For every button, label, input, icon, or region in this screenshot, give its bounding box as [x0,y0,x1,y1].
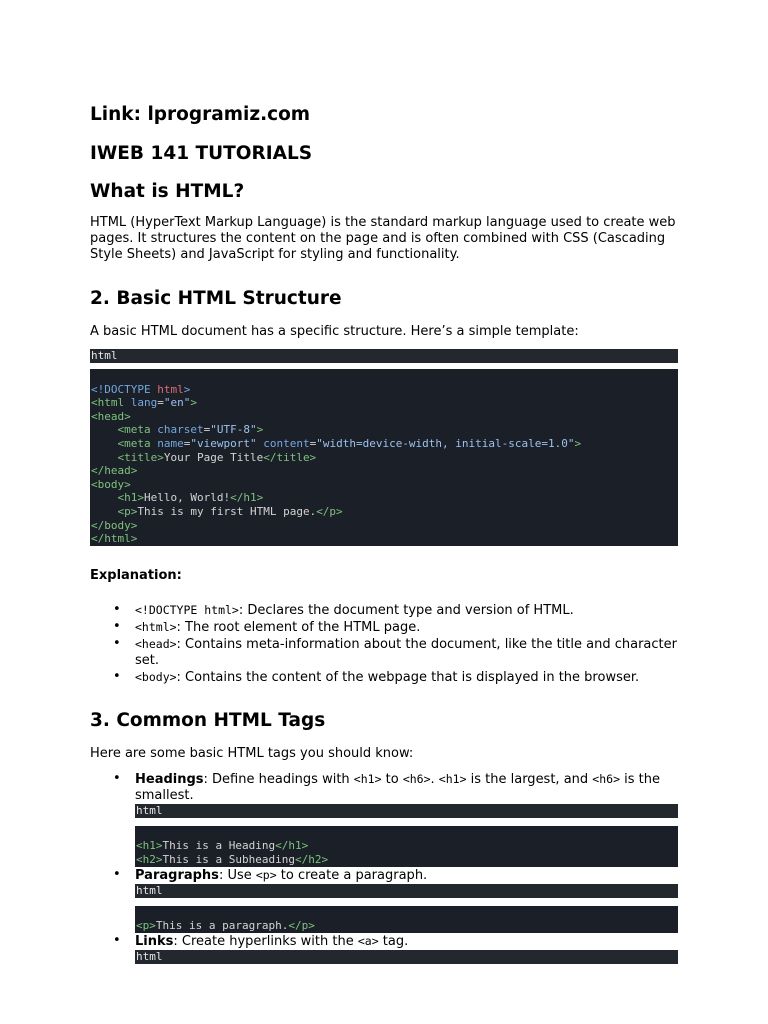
section-paragraph: HTML (HyperText Markup Language) is the standard markup language used to create web pages. It structures the content on the page and is often combined with CSS (Cascading Style Sheets) and JavaScript for styling and functionality. [90,215,676,262]
tags-list-continued [90,867,678,884]
section-heading-what-is-html: What is HTML? [90,181,245,202]
section-intro: Here are some basic HTML tags you should know: [90,745,414,761]
item-text: to [381,771,403,787]
tags-list-continued [90,933,678,950]
explanation-list [90,602,678,686]
inline-code: <!DOCTYPE html> [135,602,239,617]
list-item [90,669,678,686]
inline-code: <h1> [353,771,382,786]
code-block-paragraph [135,906,678,933]
item-text: to create a paragraph. [276,867,428,883]
term-label: Links [135,933,174,949]
item-text: : Create hyperlinks with the [173,933,358,949]
item-text: is the largest, and [466,771,593,787]
item-text: tag. [378,933,409,949]
inline-code: <h6> [402,771,431,786]
course-title: IWEB 141 TUTORIALS [90,143,313,164]
list-item-paragraphs [90,867,678,884]
list-item [90,636,678,669]
code-language-label: html [135,950,678,964]
inline-code: <html> [135,619,177,634]
list-item-text: : Contains meta-information about the document, like the title and character set. [135,636,677,668]
code-language-label: html [90,349,678,363]
list-item [90,619,678,636]
code-block-structure [90,369,678,546]
code-block-headings [135,826,678,867]
term-label: Paragraphs [135,867,219,883]
code-line: </html> [91,532,138,546]
list-item-text: : Declares the document type and version of HTML. [238,602,574,618]
inline-code: <body> [135,669,177,684]
code-line: <html lang="en"> [91,396,197,410]
item-text: is the smallest. [135,771,660,803]
code-line: <head> [91,409,131,423]
link-heading: Link: lprogramiz.com [90,104,311,125]
code-line: <meta charset="UTF-8"> [117,423,264,437]
document-content [90,104,678,964]
item-text: : Define headings with [203,771,354,787]
inline-code: <h6> [592,771,620,786]
code-language-label: html [135,804,678,818]
code-line: </head> [91,464,138,478]
code-line: <p>This is my first HTML page.</p> [117,504,343,518]
section-heading-basic-structure: 2. Basic HTML Structure [90,288,342,309]
item-text: : Use [218,867,256,883]
code-line: <h1>Hello, World!</h1> [117,491,264,505]
item-text: . [430,771,439,787]
section-intro: A basic HTML document has a specific structure. Here’s a simple template: [90,324,579,339]
list-item-links [90,933,678,950]
list-item-headings [90,771,678,804]
inline-code: <a> [357,933,379,948]
code-line: </body> [91,518,138,532]
code-line: <p>This is a paragraph.</p> [136,919,315,933]
code-line: <body> [91,477,131,491]
inline-code: <p> [255,867,277,882]
code-line: <!DOCTYPE html> [91,382,191,396]
code-language-label: html [135,884,678,898]
code-line: <title>Your Page Title</title> [117,450,317,464]
list-item [90,602,678,619]
section-heading-common-tags: 3. Common HTML Tags [90,709,326,731]
tags-list [90,771,678,804]
code-line: <h2>This is a Subheading</h2> [136,852,329,866]
inline-code: <head> [135,636,177,651]
code-line: <h1>This is a Heading</h1> [136,839,309,853]
term-label: Headings [135,771,204,787]
explanation-label: Explanation: [90,567,182,583]
code-line: <meta name="viewport" content="width=device-width, initial-scale=1.0"> [117,436,582,450]
inline-code: <h1> [438,771,467,786]
list-item-text: : Contains the content of the webpage that is displayed in the browser. [176,669,640,685]
list-item-text: : The root element of the HTML page. [176,619,421,635]
